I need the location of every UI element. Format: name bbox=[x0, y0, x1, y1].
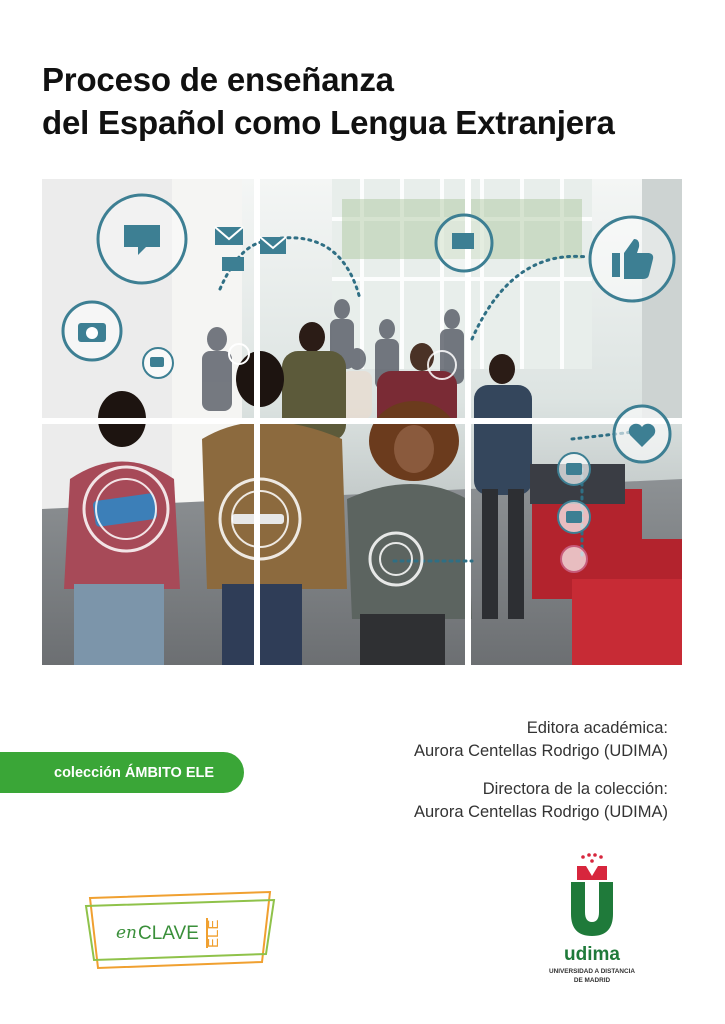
book-title bbox=[42, 58, 702, 144]
udima-m-icon bbox=[577, 866, 607, 880]
udima-stars-icon bbox=[581, 853, 603, 863]
udima-name: udima bbox=[564, 944, 620, 965]
udima-logo bbox=[538, 850, 648, 990]
director-name: Aurora Centellas Rodrigo (UDIMA) bbox=[413, 803, 668, 821]
enclave-ele-text: ELE bbox=[205, 919, 222, 948]
enclave-en-text: en bbox=[116, 923, 138, 943]
director-role: Directora de la colección: bbox=[482, 780, 668, 798]
udima-subtitle-line2: DE MADRID bbox=[573, 977, 611, 984]
enclave-clave-text: CLAVE bbox=[138, 923, 199, 944]
collection-label: colección ÁMBITO ELE bbox=[54, 764, 215, 781]
collection-badge bbox=[0, 752, 244, 793]
editor-credit bbox=[414, 717, 668, 763]
cover-photo bbox=[42, 179, 682, 665]
editor-name: Aurora Centellas Rodrigo (UDIMA) bbox=[413, 742, 668, 760]
director-credit bbox=[414, 778, 668, 824]
title-line-1: Proceso de enseñanza bbox=[42, 61, 394, 98]
udima-u-icon bbox=[571, 882, 613, 936]
udima-subtitle-line1: UNIVERSIDAD A DISTANCIA bbox=[548, 968, 636, 975]
enclave-ele-logo bbox=[84, 888, 276, 972]
credits bbox=[414, 717, 668, 839]
title-line-2: del Español como Lengua Extranjera bbox=[42, 104, 615, 141]
editor-role: Editora académica: bbox=[526, 719, 668, 737]
